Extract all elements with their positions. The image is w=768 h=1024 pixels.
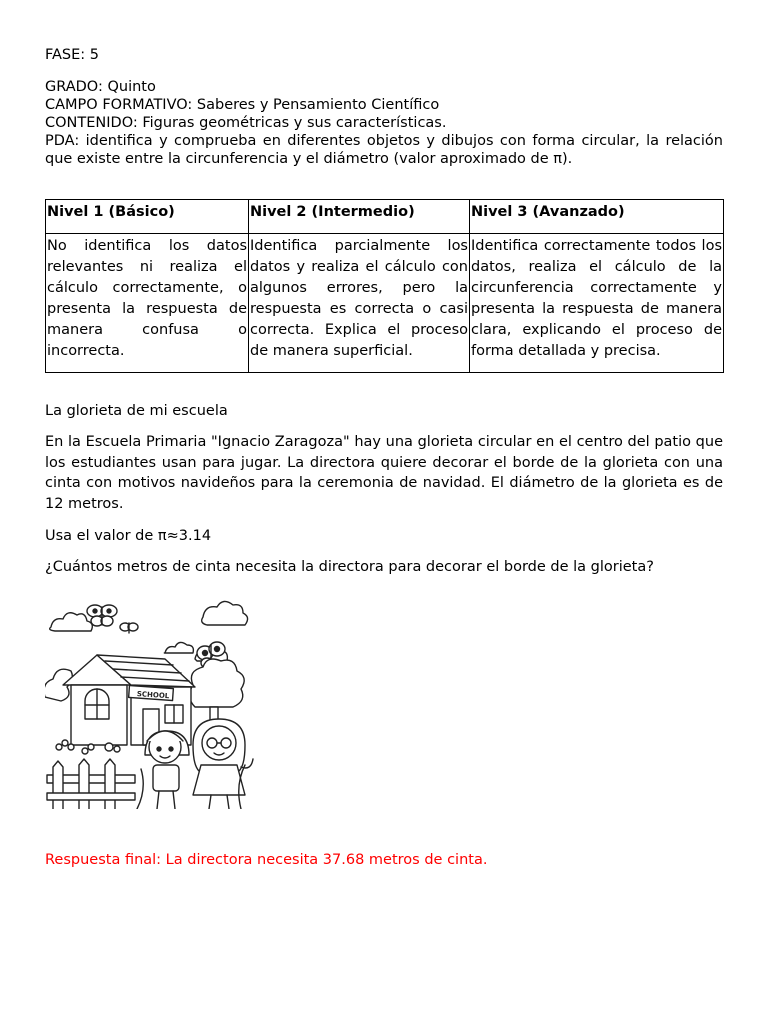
rubric-cell-nivel-2: Identifica parcialmente los datos y realiza el cálculo con algunos errores, pero la respuesta es correcta o casi correcta. Explica el proceso de manera superficial. (249, 234, 470, 373)
boy-icon (145, 731, 189, 809)
contenido-label: CONTENIDO: Figuras geométricas y sus características. (45, 115, 447, 131)
fase-label: FASE: 5 (45, 47, 100, 63)
cloud-icon (50, 613, 93, 631)
cloud-icon (164, 642, 193, 653)
lesson-header (45, 78, 723, 168)
cloud-icon (202, 601, 248, 625)
tree-icon (189, 659, 244, 725)
school-kids-illustration (45, 597, 257, 809)
rubric-table (45, 199, 724, 373)
problem-title: La glorieta de mi escuela (45, 403, 228, 419)
rubric-cell-nivel-1: No identifica los datos relevantes ni realiza el cálculo correctamente, o presenta la respuesta de manera confusa o incorrecta. (46, 234, 249, 373)
pda-label: PDA: identifica y comprueba en diferentes objetos y dibujos con forma circular, la relación que existe entre la circunferencia y el diámetro (valor aproximado de π). (45, 133, 723, 167)
final-answer: Respuesta final: La directora necesita 37.68 metros de cinta. (45, 852, 488, 868)
rubric-header-nivel-3: Nivel 3 (Avanzado) (470, 200, 724, 234)
pi-note: Usa el valor de π≈3.14 (45, 528, 212, 544)
rubric-header-nivel-1: Nivel 1 (Básico) (46, 200, 249, 234)
fence (47, 759, 135, 809)
grado-label: GRADO: Quinto (45, 79, 156, 95)
rubric-header-row (46, 200, 724, 234)
rubric-header-nivel-2: Nivel 2 (Intermedio) (249, 200, 470, 234)
rubric-cell-nivel-3: Identifica correctamente todos los datos, realiza el cálculo de la circunferencia correctamente y presenta la respuesta de manera clara, explicando el proceso de forma detallada y precisa. (470, 234, 724, 373)
problem-body: En la Escuela Primaria "Ignacio Zaragoza" hay una glorieta circular en el centro del patio que los estudiantes usan para jugar. La directora quiere decorar el borde de la glorieta con una cinta con motivos navideños para la ceremonia de navidad. El diámetro de la glorieta es de 12 metros. (45, 434, 723, 512)
campo-formativo-label: CAMPO FORMATIVO: Saberes y Pensamiento Científico (45, 97, 440, 113)
butterfly-icon (120, 623, 138, 633)
school-sign-text: SCHOOL (136, 690, 170, 701)
butterfly-icon (87, 605, 117, 626)
rubric-row (46, 234, 724, 373)
girl-icon (193, 719, 253, 809)
problem-question: ¿Cuántos metros de cinta necesita la directora para decorar el borde de la glorieta? (45, 559, 654, 575)
